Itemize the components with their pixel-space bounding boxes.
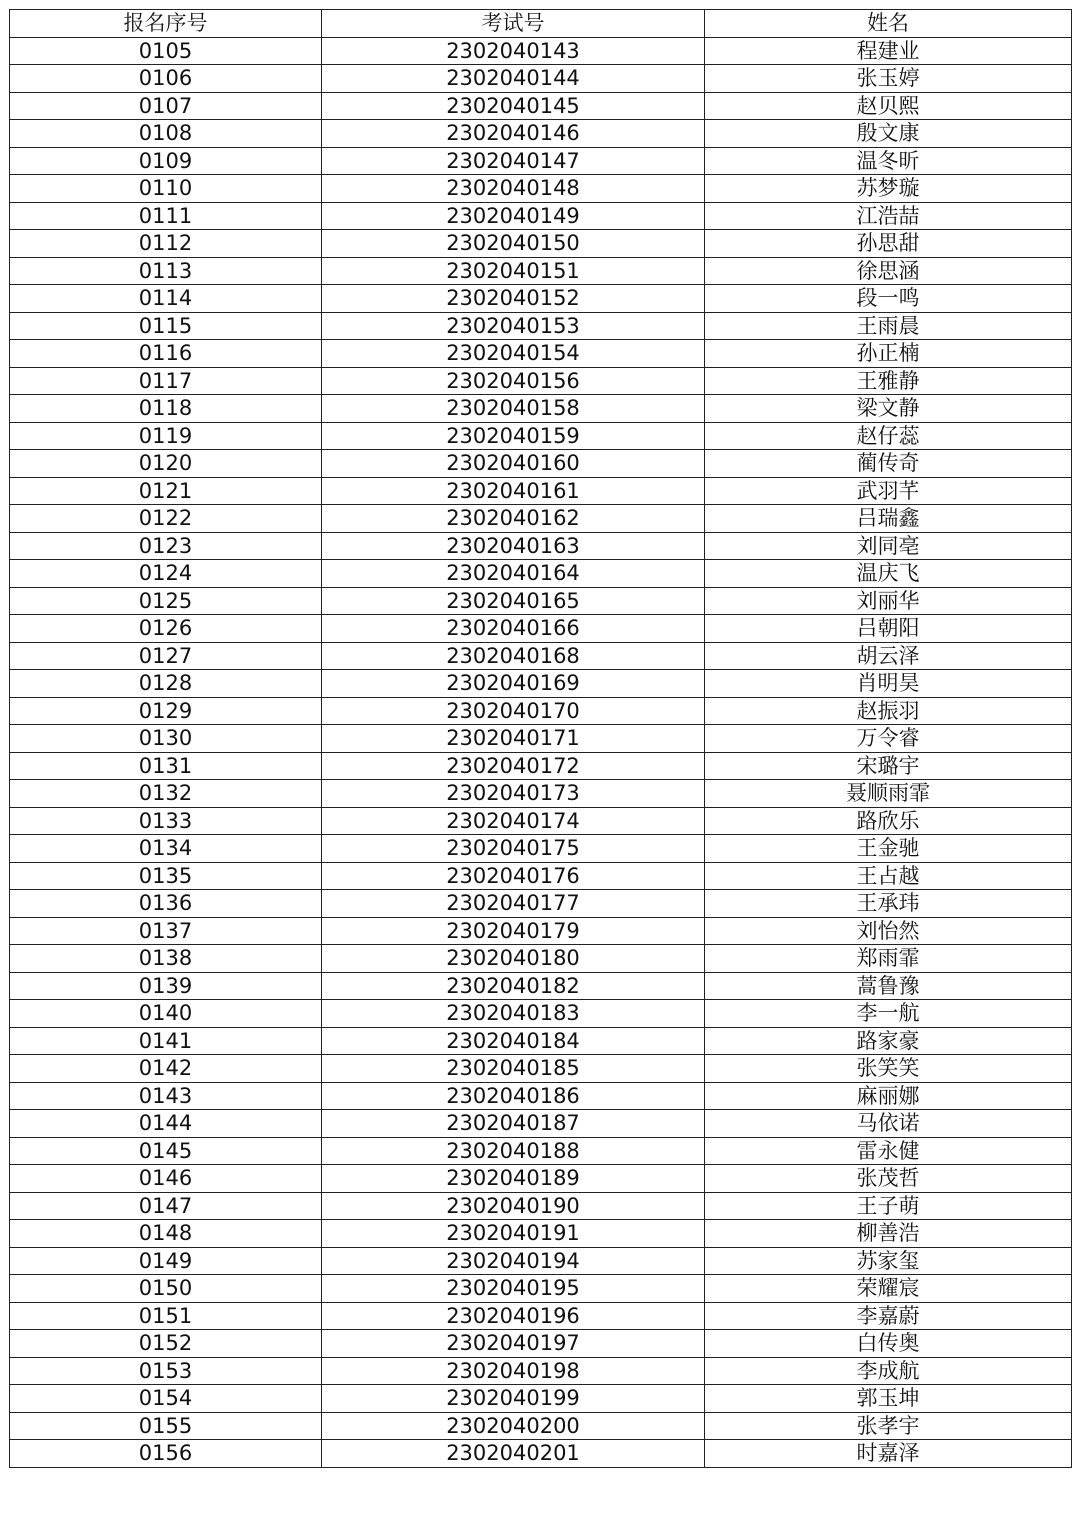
- cell-registration-number: 0148: [10, 1220, 322, 1248]
- table-row: [10, 1192, 1072, 1220]
- cell-registration-number: 0132: [10, 780, 322, 808]
- cell-name: 王承玮: [705, 890, 1072, 918]
- cell-exam-number: 2302040148: [322, 175, 705, 203]
- cell-name: 王雅静: [705, 367, 1072, 395]
- cell-exam-number: 2302040189: [322, 1165, 705, 1193]
- table-row: [10, 1220, 1072, 1248]
- cell-registration-number: 0124: [10, 560, 322, 588]
- table-row: [10, 450, 1072, 478]
- cell-registration-number: 0145: [10, 1137, 322, 1165]
- cell-name: 吕瑞鑫: [705, 505, 1072, 533]
- cell-registration-number: 0140: [10, 1000, 322, 1028]
- table-row: [10, 230, 1072, 258]
- table-row: [10, 532, 1072, 560]
- cell-name: 张笑笑: [705, 1055, 1072, 1083]
- cell-exam-number: 2302040173: [322, 780, 705, 808]
- cell-exam-number: 2302040180: [322, 945, 705, 973]
- table-row: [10, 257, 1072, 285]
- cell-name: 万令睿: [705, 725, 1072, 753]
- table-row: [10, 477, 1072, 505]
- table-row: [10, 1330, 1072, 1358]
- cell-name: 程建业: [705, 37, 1072, 65]
- cell-registration-number: 0108: [10, 120, 322, 148]
- cell-name: 武羽芊: [705, 477, 1072, 505]
- cell-exam-number: 2302040171: [322, 725, 705, 753]
- cell-name: 温冬昕: [705, 147, 1072, 175]
- cell-exam-number: 2302040196: [322, 1302, 705, 1330]
- cell-name: 孙思甜: [705, 230, 1072, 258]
- table-row: [10, 1385, 1072, 1413]
- cell-name: 李嘉蔚: [705, 1302, 1072, 1330]
- cell-registration-number: 0139: [10, 972, 322, 1000]
- cell-name: 雷永健: [705, 1137, 1072, 1165]
- cell-name: 李一航: [705, 1000, 1072, 1028]
- table-row: [10, 972, 1072, 1000]
- cell-registration-number: 0131: [10, 752, 322, 780]
- cell-registration-number: 0129: [10, 697, 322, 725]
- cell-registration-number: 0117: [10, 367, 322, 395]
- cell-name: 赵振羽: [705, 697, 1072, 725]
- table-row: [10, 670, 1072, 698]
- cell-name: 殷文康: [705, 120, 1072, 148]
- cell-exam-number: 2302040198: [322, 1357, 705, 1385]
- header-exam-number: 考试号: [322, 10, 705, 38]
- cell-registration-number: 0120: [10, 450, 322, 478]
- cell-name: 孙正楠: [705, 340, 1072, 368]
- cell-exam-number: 2302040156: [322, 367, 705, 395]
- cell-name: 白传奥: [705, 1330, 1072, 1358]
- cell-exam-number: 2302040174: [322, 807, 705, 835]
- cell-registration-number: 0137: [10, 917, 322, 945]
- cell-registration-number: 0149: [10, 1247, 322, 1275]
- table-header-row: [10, 10, 1072, 38]
- cell-exam-number: 2302040158: [322, 395, 705, 423]
- cell-registration-number: 0111: [10, 202, 322, 230]
- cell-exam-number: 2302040190: [322, 1192, 705, 1220]
- cell-registration-number: 0142: [10, 1055, 322, 1083]
- table-row: [10, 395, 1072, 423]
- table-row: [10, 1055, 1072, 1083]
- cell-registration-number: 0122: [10, 505, 322, 533]
- cell-registration-number: 0115: [10, 312, 322, 340]
- cell-name: 时嘉泽: [705, 1440, 1072, 1468]
- cell-exam-number: 2302040152: [322, 285, 705, 313]
- table-row: [10, 807, 1072, 835]
- cell-name: 苏家玺: [705, 1247, 1072, 1275]
- cell-registration-number: 0134: [10, 835, 322, 863]
- table-row: [10, 1165, 1072, 1193]
- cell-exam-number: 2302040168: [322, 642, 705, 670]
- cell-name: 王占越: [705, 862, 1072, 890]
- cell-registration-number: 0143: [10, 1082, 322, 1110]
- cell-registration-number: 0151: [10, 1302, 322, 1330]
- cell-registration-number: 0106: [10, 65, 322, 93]
- cell-registration-number: 0136: [10, 890, 322, 918]
- cell-registration-number: 0128: [10, 670, 322, 698]
- table-row: [10, 120, 1072, 148]
- table-row: [10, 615, 1072, 643]
- cell-registration-number: 0109: [10, 147, 322, 175]
- table-row: [10, 1275, 1072, 1303]
- table-row: [10, 1082, 1072, 1110]
- cell-exam-number: 2302040151: [322, 257, 705, 285]
- header-registration-number: 报名序号: [10, 10, 322, 38]
- cell-name: 荣耀宸: [705, 1275, 1072, 1303]
- cell-registration-number: 0127: [10, 642, 322, 670]
- table-row: [10, 422, 1072, 450]
- cell-exam-number: 2302040160: [322, 450, 705, 478]
- cell-exam-number: 2302040194: [322, 1247, 705, 1275]
- cell-exam-number: 2302040169: [322, 670, 705, 698]
- cell-name: 王子萌: [705, 1192, 1072, 1220]
- cell-exam-number: 2302040191: [322, 1220, 705, 1248]
- cell-name: 蒿鲁豫: [705, 972, 1072, 1000]
- table-row: [10, 92, 1072, 120]
- table-body: [10, 37, 1072, 1467]
- cell-exam-number: 2302040177: [322, 890, 705, 918]
- table-row: [10, 312, 1072, 340]
- cell-name: 苏梦璇: [705, 175, 1072, 203]
- cell-exam-number: 2302040172: [322, 752, 705, 780]
- cell-exam-number: 2302040161: [322, 477, 705, 505]
- cell-exam-number: 2302040164: [322, 560, 705, 588]
- cell-name: 梁文静: [705, 395, 1072, 423]
- cell-registration-number: 0155: [10, 1412, 322, 1440]
- header-name: 姓名: [705, 10, 1072, 38]
- cell-name: 路欣乐: [705, 807, 1072, 835]
- cell-registration-number: 0116: [10, 340, 322, 368]
- cell-exam-number: 2302040183: [322, 1000, 705, 1028]
- cell-registration-number: 0141: [10, 1027, 322, 1055]
- cell-registration-number: 0119: [10, 422, 322, 450]
- cell-exam-number: 2302040184: [322, 1027, 705, 1055]
- cell-name: 王雨晨: [705, 312, 1072, 340]
- cell-exam-number: 2302040154: [322, 340, 705, 368]
- cell-registration-number: 0147: [10, 1192, 322, 1220]
- cell-registration-number: 0114: [10, 285, 322, 313]
- cell-name: 马依诺: [705, 1110, 1072, 1138]
- table-row: [10, 642, 1072, 670]
- cell-registration-number: 0126: [10, 615, 322, 643]
- cell-name: 柳善浩: [705, 1220, 1072, 1248]
- cell-registration-number: 0153: [10, 1357, 322, 1385]
- table-row: [10, 862, 1072, 890]
- table-row: [10, 890, 1072, 918]
- cell-registration-number: 0144: [10, 1110, 322, 1138]
- table-row: [10, 505, 1072, 533]
- cell-name: 吕朝阳: [705, 615, 1072, 643]
- cell-exam-number: 2302040149: [322, 202, 705, 230]
- cell-exam-number: 2302040200: [322, 1412, 705, 1440]
- cell-registration-number: 0123: [10, 532, 322, 560]
- cell-registration-number: 0152: [10, 1330, 322, 1358]
- cell-name: 温庆飞: [705, 560, 1072, 588]
- table-row: [10, 560, 1072, 588]
- cell-name: 肖明昊: [705, 670, 1072, 698]
- cell-exam-number: 2302040186: [322, 1082, 705, 1110]
- cell-exam-number: 2302040188: [322, 1137, 705, 1165]
- table-row: [10, 1412, 1072, 1440]
- cell-name: 江浩喆: [705, 202, 1072, 230]
- cell-exam-number: 2302040187: [322, 1110, 705, 1138]
- cell-registration-number: 0133: [10, 807, 322, 835]
- cell-registration-number: 0150: [10, 1275, 322, 1303]
- cell-name: 宋璐宇: [705, 752, 1072, 780]
- cell-name: 胡云泽: [705, 642, 1072, 670]
- table-row: [10, 1247, 1072, 1275]
- cell-name: 麻丽娜: [705, 1082, 1072, 1110]
- cell-exam-number: 2302040144: [322, 65, 705, 93]
- table-row: [10, 202, 1072, 230]
- cell-exam-number: 2302040197: [322, 1330, 705, 1358]
- cell-name: 刘同亳: [705, 532, 1072, 560]
- cell-exam-number: 2302040163: [322, 532, 705, 560]
- table-row: [10, 175, 1072, 203]
- cell-name: 路家豪: [705, 1027, 1072, 1055]
- table-row: [10, 1137, 1072, 1165]
- cell-registration-number: 0154: [10, 1385, 322, 1413]
- cell-exam-number: 2302040175: [322, 835, 705, 863]
- table-row: [10, 1357, 1072, 1385]
- cell-name: 张玉婷: [705, 65, 1072, 93]
- cell-exam-number: 2302040146: [322, 120, 705, 148]
- table-row: [10, 587, 1072, 615]
- cell-exam-number: 2302040150: [322, 230, 705, 258]
- table-row: [10, 1302, 1072, 1330]
- table-row: [10, 147, 1072, 175]
- cell-registration-number: 0107: [10, 92, 322, 120]
- cell-name: 赵仔蕊: [705, 422, 1072, 450]
- cell-name: 张孝宇: [705, 1412, 1072, 1440]
- cell-registration-number: 0135: [10, 862, 322, 890]
- cell-name: 李成航: [705, 1357, 1072, 1385]
- cell-name: 徐思涵: [705, 257, 1072, 285]
- cell-registration-number: 0156: [10, 1440, 322, 1468]
- cell-registration-number: 0110: [10, 175, 322, 203]
- cell-exam-number: 2302040185: [322, 1055, 705, 1083]
- table-row: [10, 340, 1072, 368]
- cell-registration-number: 0125: [10, 587, 322, 615]
- table-row: [10, 917, 1072, 945]
- cell-registration-number: 0130: [10, 725, 322, 753]
- cell-name: 张茂哲: [705, 1165, 1072, 1193]
- cell-registration-number: 0105: [10, 37, 322, 65]
- table-row: [10, 1000, 1072, 1028]
- table-row: [10, 725, 1072, 753]
- cell-registration-number: 0112: [10, 230, 322, 258]
- cell-name: 赵贝熙: [705, 92, 1072, 120]
- cell-exam-number: 2302040143: [322, 37, 705, 65]
- cell-exam-number: 2302040179: [322, 917, 705, 945]
- cell-exam-number: 2302040165: [322, 587, 705, 615]
- table-row: [10, 945, 1072, 973]
- cell-name: 王金驰: [705, 835, 1072, 863]
- table-row: [10, 752, 1072, 780]
- cell-name: 郭玉坤: [705, 1385, 1072, 1413]
- table-row: [10, 1110, 1072, 1138]
- cell-exam-number: 2302040195: [322, 1275, 705, 1303]
- cell-registration-number: 0118: [10, 395, 322, 423]
- table-row: [10, 1027, 1072, 1055]
- cell-registration-number: 0146: [10, 1165, 322, 1193]
- cell-name: 聂顺雨霏: [705, 780, 1072, 808]
- cell-name: 刘怡然: [705, 917, 1072, 945]
- cell-name: 郑雨霏: [705, 945, 1072, 973]
- cell-registration-number: 0121: [10, 477, 322, 505]
- cell-exam-number: 2302040182: [322, 972, 705, 1000]
- table-row: [10, 65, 1072, 93]
- cell-exam-number: 2302040162: [322, 505, 705, 533]
- cell-name: 刘丽华: [705, 587, 1072, 615]
- cell-exam-number: 2302040199: [322, 1385, 705, 1413]
- table-row: [10, 1440, 1072, 1468]
- cell-exam-number: 2302040166: [322, 615, 705, 643]
- cell-exam-number: 2302040147: [322, 147, 705, 175]
- table-row: [10, 780, 1072, 808]
- cell-exam-number: 2302040201: [322, 1440, 705, 1468]
- cell-exam-number: 2302040159: [322, 422, 705, 450]
- cell-exam-number: 2302040153: [322, 312, 705, 340]
- roster-table: [9, 9, 1072, 1468]
- cell-registration-number: 0113: [10, 257, 322, 285]
- cell-name: 段一鸣: [705, 285, 1072, 313]
- table-row: [10, 697, 1072, 725]
- cell-exam-number: 2302040176: [322, 862, 705, 890]
- cell-exam-number: 2302040170: [322, 697, 705, 725]
- table-row: [10, 37, 1072, 65]
- table-row: [10, 285, 1072, 313]
- cell-exam-number: 2302040145: [322, 92, 705, 120]
- table-row: [10, 835, 1072, 863]
- table-row: [10, 367, 1072, 395]
- cell-name: 蔺传奇: [705, 450, 1072, 478]
- cell-registration-number: 0138: [10, 945, 322, 973]
